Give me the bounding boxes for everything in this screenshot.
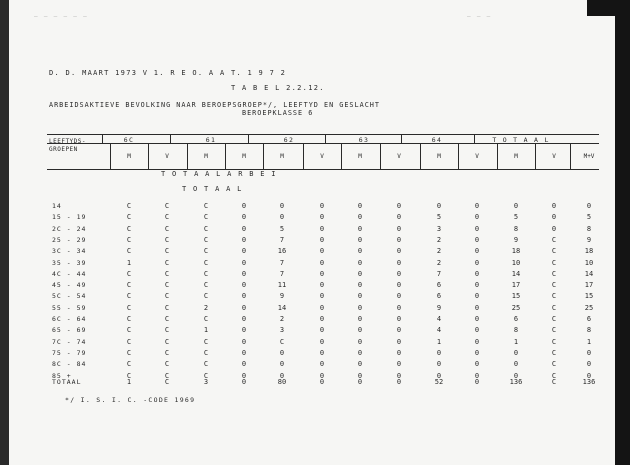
table-row-cell: 0 bbox=[319, 247, 325, 256]
table-row-cell: 1 bbox=[203, 326, 209, 335]
table-row-cell: 1 bbox=[513, 337, 519, 346]
table-row-label: 14 bbox=[52, 202, 62, 210]
table-row-label: 7C - 74 bbox=[52, 337, 87, 346]
table-row-cell: C bbox=[551, 360, 557, 369]
table-row-cell: 2 bbox=[436, 235, 442, 244]
table-row-cell: C bbox=[279, 337, 285, 346]
table-row-cell: 0 bbox=[396, 326, 402, 335]
table-row-label: 2C - 24 bbox=[52, 224, 87, 233]
table-row-cell: C bbox=[203, 292, 209, 301]
table-row-cell: 1 bbox=[126, 258, 132, 267]
table-row-cell: C bbox=[126, 213, 132, 222]
table-number: T A B E L 2.2.12. bbox=[231, 84, 325, 92]
table-row-cell: 9 bbox=[279, 292, 285, 301]
table-row-cell: 0 bbox=[241, 348, 247, 357]
table-row-cell: 0 bbox=[241, 303, 247, 312]
table-row-cell: 0 bbox=[474, 235, 480, 244]
table-row-cell: C bbox=[203, 213, 209, 222]
table-row-cell: 16 bbox=[277, 247, 287, 256]
total-row-cell: 136 bbox=[582, 378, 596, 386]
table-row-cell: 0 bbox=[357, 202, 363, 210]
table-row-cell: C bbox=[126, 235, 132, 244]
table-row-cell: 5 bbox=[436, 213, 442, 222]
table-row-cell: 15 bbox=[584, 292, 594, 301]
table-row-cell: 0 bbox=[474, 303, 480, 312]
table-row-cell: C bbox=[126, 269, 132, 278]
table-row-cell: 17 bbox=[511, 281, 521, 290]
table-row-cell: C bbox=[164, 269, 170, 278]
table-row-cell: 0 bbox=[357, 269, 363, 278]
table-row-cell: 0 bbox=[319, 303, 325, 312]
table-row-cell: 14 bbox=[584, 269, 594, 278]
table-row-cell: 0 bbox=[436, 371, 442, 380]
table-row-cell: C bbox=[126, 247, 132, 256]
table-row-cell: 0 bbox=[357, 348, 363, 357]
table-row-cell: C bbox=[126, 292, 132, 301]
table-row-cell: C bbox=[551, 235, 557, 244]
table-row-cell: C bbox=[203, 337, 209, 346]
table-row-cell: C bbox=[164, 202, 170, 210]
table-row-cell: 14 bbox=[511, 269, 521, 278]
table-row-cell: 0 bbox=[551, 202, 557, 210]
table-row-cell: 2 bbox=[203, 303, 209, 312]
table-row-cell: 1 bbox=[586, 337, 592, 346]
table-row-cell: C bbox=[126, 202, 132, 210]
table-row-label: 8C - 84 bbox=[52, 360, 87, 369]
table-row-cell: 0 bbox=[357, 303, 363, 312]
group-separator bbox=[170, 134, 171, 143]
sub-header: M bbox=[280, 153, 284, 160]
table-row-cell: 0 bbox=[513, 202, 519, 210]
total-row-label: TOTAAL bbox=[52, 378, 82, 386]
table-row-cell: 0 bbox=[241, 281, 247, 290]
document-page bbox=[9, 0, 615, 465]
table-row-cell: C bbox=[203, 371, 209, 380]
table-row-cell: C bbox=[164, 326, 170, 335]
table-row-cell: 0 bbox=[241, 247, 247, 256]
table-row-cell: 0 bbox=[396, 269, 402, 278]
table-row-cell: C bbox=[126, 224, 132, 233]
table-row-cell: 0 bbox=[319, 224, 325, 233]
table-row-cell: C bbox=[164, 292, 170, 301]
table-row-cell: C bbox=[551, 258, 557, 267]
table-row-cell: 5 bbox=[279, 224, 285, 233]
table-row-cell: 0 bbox=[436, 202, 442, 210]
table-row-cell: 1 bbox=[436, 337, 442, 346]
table-row-cell: 8 bbox=[586, 326, 592, 335]
table-row-label: 75 - 79 bbox=[52, 348, 87, 357]
table-row-cell: 0 bbox=[357, 315, 363, 323]
table-row-cell: 10 bbox=[584, 258, 594, 267]
table-row-cell: 0 bbox=[551, 224, 557, 233]
table-row-cell: C bbox=[164, 371, 170, 380]
table-row-cell: C bbox=[203, 315, 209, 323]
section-label-totaal-arbeid: T O T A A L A R B E I bbox=[161, 170, 277, 178]
table-row-cell: 0 bbox=[319, 371, 325, 380]
table-row-cell: C bbox=[126, 326, 132, 335]
binding-edge bbox=[0, 0, 9, 465]
column-separator bbox=[263, 143, 264, 169]
table-row-cell: 0 bbox=[319, 315, 325, 323]
table-row-cell: 18 bbox=[511, 247, 521, 256]
table-row-cell: 18 bbox=[584, 247, 594, 256]
table-row-label: 85 + bbox=[52, 371, 72, 380]
group-separator bbox=[474, 134, 475, 143]
table-row-cell: C bbox=[164, 360, 170, 369]
table-row-cell: 0 bbox=[279, 371, 285, 380]
table-row-cell: 0 bbox=[319, 281, 325, 290]
table-row-cell: 0 bbox=[241, 315, 247, 323]
table-row-cell: C bbox=[126, 348, 132, 357]
table-row-cell: 8 bbox=[586, 224, 592, 233]
table-row-label: 6C - 64 bbox=[52, 315, 87, 323]
sub-header: M bbox=[514, 153, 518, 160]
sub-header: M bbox=[358, 153, 362, 160]
table-row-cell: 2 bbox=[279, 315, 285, 323]
table-row-cell: C bbox=[551, 247, 557, 256]
age-header-line-1: LEEFTYDS- bbox=[49, 138, 87, 145]
table-row-cell: 0 bbox=[474, 371, 480, 380]
table-row-cell: 0 bbox=[241, 292, 247, 301]
table-row-cell: C bbox=[551, 315, 557, 323]
table-row-cell: C bbox=[126, 303, 132, 312]
table-row-cell: 0 bbox=[279, 213, 285, 222]
column-separator bbox=[535, 143, 536, 169]
table-row-cell: C bbox=[126, 337, 132, 346]
table-row-cell: C bbox=[551, 292, 557, 301]
table-row-cell: 0 bbox=[396, 224, 402, 233]
column-separator bbox=[341, 143, 342, 169]
table-row-cell: 0 bbox=[474, 348, 480, 357]
table-row-label: 5C - 54 bbox=[52, 292, 87, 301]
table-row-cell: 0 bbox=[241, 224, 247, 233]
table-row-cell: C bbox=[551, 371, 557, 380]
top-mark-left: _ _ _ _ _ _ bbox=[34, 10, 89, 17]
table-row-cell: 7 bbox=[279, 235, 285, 244]
total-row-cell: C bbox=[164, 378, 170, 386]
group-header: T O T A A L bbox=[492, 136, 550, 144]
head-rule-top bbox=[47, 134, 599, 135]
table-row-cell: 0 bbox=[586, 202, 592, 210]
table-row-cell: C bbox=[164, 213, 170, 222]
table-row-cell: 3 bbox=[279, 326, 285, 335]
table-row-cell: 0 bbox=[474, 202, 480, 210]
table-row-cell: 0 bbox=[396, 371, 402, 380]
table-row-cell: 0 bbox=[396, 360, 402, 369]
column-separator bbox=[225, 143, 226, 169]
table-row-cell: 0 bbox=[513, 371, 519, 380]
table-row-cell: C bbox=[126, 315, 132, 323]
table-row-cell: 10 bbox=[511, 258, 521, 267]
group-separator bbox=[325, 134, 326, 143]
table-row-cell: 0 bbox=[474, 292, 480, 301]
table-row-cell: C bbox=[203, 235, 209, 244]
sub-header: V bbox=[552, 153, 556, 160]
table-row-cell: 0 bbox=[319, 235, 325, 244]
table-row-cell: 0 bbox=[474, 315, 480, 323]
total-row-cell: 0 bbox=[396, 378, 402, 386]
table-row-cell: 0 bbox=[474, 326, 480, 335]
table-row-cell: 0 bbox=[279, 202, 285, 210]
column-separator bbox=[380, 143, 381, 169]
table-row-cell: 0 bbox=[396, 303, 402, 312]
table-row-cell: C bbox=[164, 303, 170, 312]
table-row-cell: 0 bbox=[319, 348, 325, 357]
group-header: 62 bbox=[283, 136, 295, 144]
table-row-cell: 0 bbox=[319, 326, 325, 335]
total-row-cell: 0 bbox=[241, 378, 247, 386]
table-row-cell: 0 bbox=[586, 371, 592, 380]
sub-header: M bbox=[127, 153, 131, 160]
table-row-cell: C bbox=[126, 281, 132, 290]
table-row-cell: C bbox=[126, 360, 132, 369]
table-row-cell: 0 bbox=[357, 292, 363, 301]
column-separator bbox=[420, 143, 421, 169]
column-separator bbox=[570, 143, 571, 169]
age-header-line-2: GROEPEN bbox=[49, 146, 78, 153]
total-row-cell: 1 bbox=[126, 378, 132, 386]
table-row-cell: C bbox=[164, 235, 170, 244]
table-row-cell: 0 bbox=[319, 258, 325, 267]
table-row-cell: C bbox=[126, 371, 132, 380]
table-row-cell: C bbox=[551, 269, 557, 278]
group-header: 63 bbox=[358, 136, 370, 144]
total-row-cell: 3 bbox=[203, 378, 209, 386]
table-row-cell: 0 bbox=[396, 247, 402, 256]
table-row-cell: 0 bbox=[513, 360, 519, 369]
table-row-cell: 9 bbox=[586, 235, 592, 244]
column-separator bbox=[187, 143, 188, 169]
sub-header: M+V bbox=[583, 153, 595, 160]
table-row-cell: 0 bbox=[279, 348, 285, 357]
table-row-cell: 8 bbox=[513, 224, 519, 233]
table-row-cell: 0 bbox=[319, 269, 325, 278]
table-row-cell: 7 bbox=[279, 269, 285, 278]
table-row-cell: 0 bbox=[474, 360, 480, 369]
table-row-cell: C bbox=[203, 258, 209, 267]
table-row-label: 65 - 69 bbox=[52, 326, 87, 335]
table-row-cell: 0 bbox=[241, 360, 247, 369]
table-row-label: 25 - 29 bbox=[52, 235, 87, 244]
table-row-cell: 0 bbox=[357, 224, 363, 233]
table-row-cell: C bbox=[164, 348, 170, 357]
table-row-cell: 0 bbox=[436, 348, 442, 357]
total-row-cell: 0 bbox=[319, 378, 325, 386]
table-row-cell: 0 bbox=[396, 337, 402, 346]
table-row-cell: 0 bbox=[357, 247, 363, 256]
table-row-cell: 0 bbox=[241, 371, 247, 380]
table-row-cell: 0 bbox=[279, 360, 285, 369]
table-row-label: 15 - 19 bbox=[52, 213, 87, 222]
table-row-cell: 0 bbox=[551, 213, 557, 222]
table-row-cell: 0 bbox=[474, 281, 480, 290]
table-row-cell: 0 bbox=[241, 202, 247, 210]
sub-header: V bbox=[397, 153, 401, 160]
table-row-cell: 0 bbox=[357, 326, 363, 335]
table-row-cell: C bbox=[164, 224, 170, 233]
table-row-cell: 11 bbox=[277, 281, 287, 290]
table-row-cell: 0 bbox=[474, 213, 480, 222]
sub-header: V bbox=[320, 153, 324, 160]
table-row-cell: 8 bbox=[513, 326, 519, 335]
table-row-cell: 0 bbox=[357, 360, 363, 369]
total-row-cell: 52 bbox=[434, 378, 444, 386]
group-separator bbox=[102, 134, 103, 143]
table-row-label: 35 - 39 bbox=[52, 258, 87, 267]
table-row-cell: 0 bbox=[396, 315, 402, 323]
table-row-cell: 9 bbox=[513, 235, 519, 244]
table-row-cell: 6 bbox=[513, 315, 519, 323]
total-row-cell: C bbox=[551, 378, 557, 386]
table-row-cell: 0 bbox=[357, 258, 363, 267]
table-row-cell: 5 bbox=[513, 213, 519, 222]
table-row-cell: C bbox=[551, 303, 557, 312]
table-row-cell: 0 bbox=[396, 258, 402, 267]
table-row-cell: 0 bbox=[586, 360, 592, 369]
section-label-totaal: T O T A A L bbox=[182, 185, 243, 193]
table-row-cell: 0 bbox=[474, 337, 480, 346]
table-row-cell: 0 bbox=[396, 292, 402, 301]
table-row-cell: 0 bbox=[241, 235, 247, 244]
table-row-cell: 3 bbox=[436, 224, 442, 233]
table-row-cell: 0 bbox=[436, 360, 442, 369]
table-subtitle: BEROEPKLASSE 6 bbox=[242, 109, 314, 117]
table-title: ARBEIDSAKTIEVE BEVOLKING NAAR BEROEPSGROEP*/, LEEFTYD EN GESLACHT bbox=[49, 101, 380, 109]
table-row-cell: 0 bbox=[396, 281, 402, 290]
column-separator bbox=[458, 143, 459, 169]
table-row-cell: 17 bbox=[584, 281, 594, 290]
table-row-cell: 2 bbox=[436, 258, 442, 267]
group-separator bbox=[401, 134, 402, 143]
table-row-cell: 2 bbox=[436, 247, 442, 256]
table-row-cell: 15 bbox=[511, 292, 521, 301]
table-row-cell: 6 bbox=[436, 281, 442, 290]
table-row-cell: 0 bbox=[319, 337, 325, 346]
table-row-cell: 6 bbox=[586, 315, 592, 323]
table-row-cell: 0 bbox=[396, 202, 402, 210]
sub-header: V bbox=[475, 153, 479, 160]
table-row-cell: C bbox=[203, 348, 209, 357]
table-row-cell: 0 bbox=[396, 348, 402, 357]
table-row-cell: 0 bbox=[241, 337, 247, 346]
table-row-cell: 0 bbox=[319, 213, 325, 222]
table-row-cell: 9 bbox=[436, 303, 442, 312]
table-row-label: 55 - 59 bbox=[52, 303, 87, 312]
head-rule-bottom bbox=[47, 169, 599, 170]
group-separator bbox=[248, 134, 249, 143]
table-row-cell: C bbox=[203, 202, 209, 210]
table-row-cell: 25 bbox=[511, 303, 521, 312]
sub-header: M bbox=[242, 153, 246, 160]
table-row-cell: 0 bbox=[396, 213, 402, 222]
table-row-cell: 0 bbox=[513, 348, 519, 357]
table-row-cell: 0 bbox=[319, 202, 325, 210]
group-header: 64 bbox=[431, 136, 443, 144]
table-row-cell: 5 bbox=[586, 213, 592, 222]
table-row-label: 45 - 49 bbox=[52, 281, 87, 290]
total-row-cell: 0 bbox=[357, 378, 363, 386]
table-row-cell: 25 bbox=[584, 303, 594, 312]
table-row-cell: C bbox=[203, 247, 209, 256]
table-row-cell: 7 bbox=[279, 258, 285, 267]
table-row-cell: 0 bbox=[241, 269, 247, 278]
sub-header: V bbox=[165, 153, 169, 160]
table-row-cell: 0 bbox=[474, 224, 480, 233]
sub-header: M bbox=[204, 153, 208, 160]
table-row-cell: 0 bbox=[357, 371, 363, 380]
sub-header: M bbox=[437, 153, 441, 160]
table-row-cell: C bbox=[203, 281, 209, 290]
total-row-cell: 0 bbox=[474, 378, 480, 386]
table-row-cell: 0 bbox=[319, 292, 325, 301]
table-row-cell: 0 bbox=[586, 348, 592, 357]
total-row-cell: 80 bbox=[277, 378, 287, 386]
table-row-cell: 4 bbox=[436, 315, 442, 323]
table-row-cell: 0 bbox=[357, 281, 363, 290]
column-separator bbox=[148, 143, 149, 169]
column-separator bbox=[110, 143, 111, 169]
page-corner bbox=[587, 0, 617, 16]
table-row-cell: C bbox=[551, 281, 557, 290]
table-row-cell: 4 bbox=[436, 326, 442, 335]
table-row-cell: 0 bbox=[474, 258, 480, 267]
table-row-cell: C bbox=[164, 247, 170, 256]
table-row-cell: 0 bbox=[357, 235, 363, 244]
table-row-label: 4C - 44 bbox=[52, 269, 87, 278]
column-separator bbox=[303, 143, 304, 169]
table-row-cell: C bbox=[551, 326, 557, 335]
table-row-cell: C bbox=[164, 315, 170, 323]
table-row-cell: 7 bbox=[436, 269, 442, 278]
table-row-cell: C bbox=[164, 281, 170, 290]
table-row-cell: 0 bbox=[357, 337, 363, 346]
table-row-cell: 0 bbox=[357, 213, 363, 222]
age-group-header bbox=[49, 138, 86, 154]
table-row-cell: C bbox=[203, 224, 209, 233]
table-row-cell: C bbox=[164, 258, 170, 267]
table-row-cell: 0 bbox=[241, 213, 247, 222]
table-row-cell: 6 bbox=[436, 292, 442, 301]
table-row-cell: C bbox=[203, 360, 209, 369]
total-row-cell: 136 bbox=[509, 378, 523, 386]
top-mark-right: _ _ _ bbox=[467, 10, 492, 17]
table-row-cell: C bbox=[551, 348, 557, 357]
table-row-cell: C bbox=[203, 269, 209, 278]
table-row-cell: C bbox=[551, 337, 557, 346]
table-row-cell: 0 bbox=[474, 269, 480, 278]
table-row-cell: 0 bbox=[241, 326, 247, 335]
footnote: */ I. S. I. C. -CODE 1969 bbox=[65, 396, 196, 404]
table-row-label: 3C - 34 bbox=[52, 247, 87, 256]
group-header: 61 bbox=[205, 136, 217, 144]
table-row-cell: C bbox=[164, 337, 170, 346]
header-line: D. D. MAART 1973 V 1. R E O. A A T. 1 9 7 2 bbox=[49, 69, 287, 77]
table-row-cell: 0 bbox=[474, 247, 480, 256]
table-row-cell: 0 bbox=[319, 360, 325, 369]
table-row-cell: 0 bbox=[241, 258, 247, 267]
table-row-cell: 0 bbox=[396, 235, 402, 244]
column-separator bbox=[497, 143, 498, 169]
table-row-cell: 14 bbox=[277, 303, 287, 312]
group-header: 6C bbox=[123, 136, 135, 144]
